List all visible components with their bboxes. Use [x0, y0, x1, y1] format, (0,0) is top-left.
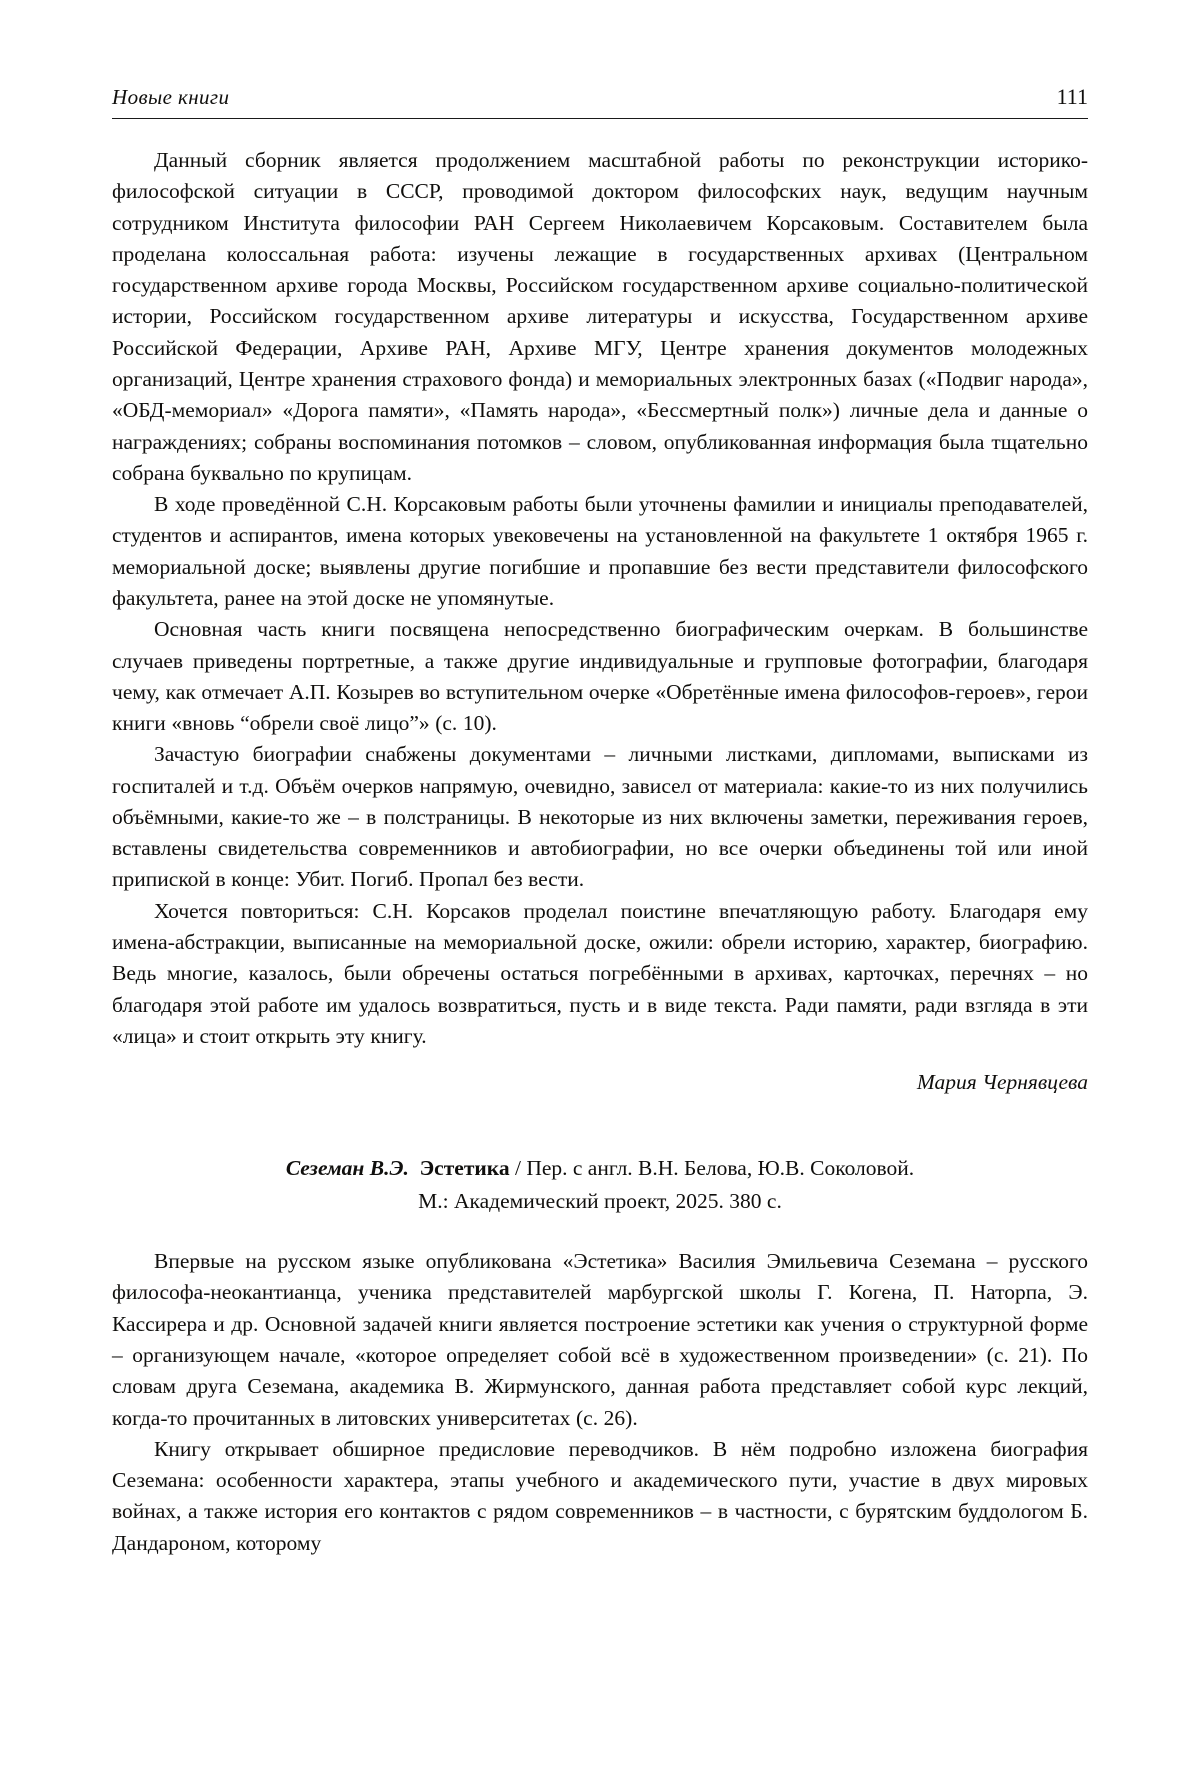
- paragraph: Данный сборник является продолжением масштабной работы по реконструкции историко-философской ситуации в СССР, проводимой доктором философских наук, ведущим научным сотрудником Института философии РАН Сергеем Николаевичем Корсаковым. Составителем была проделана колоссальная работа: изучены лежащие в государственных архивах (Центральном государственном архиве города Москвы, Российском государственном архиве социально-политической истории, Российском государственном архиве литературы и искусства, Государственном архиве Российской Федерации, Архиве РАН, Архиве МГУ, Центре хранения документов молодежных организаций, Центре хранения страхового фонда) и мемориальных электронных базах («Подвиг народа», «ОБД-мемориал» «Дорога памяти», «Память народа», «Бессмертный полк») личные дела и данные о награждениях; собраны воспоминания потомков – словом, опубликованная информация была тщательно собрана буквально по крупицам.: [112, 148, 1088, 485]
- review-signature: Мария Чернявцева: [916, 1070, 1088, 1095]
- book-title: Эстетика: [419, 1156, 510, 1181]
- paragraph: В ходе проведённой С.Н. Корсаковым работы были уточнены фамилии и инициалы преподавателей, студентов и аспирантов, имена которых увековечены на установленной на факультете 1 октября 1965 г. мемориальной доске; выявлены другие погибшие и пропавшие без вести представители философского факультета, ранее на этой доске не упомянутые.: [112, 492, 1088, 610]
- review-article-one: [112, 145, 1088, 1095]
- book-reference-heading: [112, 1153, 1088, 1216]
- running-head: [112, 84, 1088, 119]
- book-translators: / Пер. с англ. В.Н. Белова, Ю.В. Соколовой.: [509, 1156, 915, 1181]
- review-article-two: [112, 1246, 1088, 1559]
- paragraph: Хочется повториться: С.Н. Корсаков проделал поистине впечатляющую работу. Благодаря ему имена-абстракции, выписанные на мемориальной доске, ожили: обрели историю, характер, биографию. Ведь многие, казалось, были обречены остаться погребёнными в архивах, карточках, перечнях – но благодаря этой работе им удалось возвратиться, пусть и в виде текста. Ради памяти, ради взгляда в эти «лица» и стоит открыть эту книгу.: [112, 898, 1088, 1048]
- paragraph: Зачастую биографии снабжены документами – личными листками, дипломами, выписками из госпиталей и т.д. Объём очерков напрямую, очевидно, зависел от материала: какие-то из них получились объёмными, какие-то же – в полстраницы. В некоторые из них включены заметки, переживания героев, вставлены свидетельства современников и автобиографии, но все очерки объединены той или иной припиской в конце: Убит. Погиб. Пропал без вести.: [112, 742, 1088, 892]
- paragraph: Основная часть книги посвящена непосредственно биографическим очеркам. В большинстве случаев приведены портретные, а также другие индивидуальные и групповые фотографии, благодаря чему, как отмечает А.П. Козырев во вступительном очерке «Обретённые имена философов-героев», герои книги «вновь “обрели своё лицо”» (с. 10).: [112, 617, 1088, 736]
- spacer: [112, 1216, 1088, 1246]
- page-number: 111: [1056, 84, 1088, 109]
- paragraph: Впервые на русском языке опубликована «Эстетика» Василия Эмильевича Сеземана – русского философа-неокантианца, ученика представителей марбургской школы Г. Когена, П. Наторпа, Э. Кассирера и др. Основной задачей книги является построение эстетики как учения о структурной форме – организующем начале, «которое определяет собой всё в художественном произведении» (с. 21). По словам друга Сеземана, академика В. Жирмунского, данная работа представляет собой курс лекций, когда-то прочитанных в литовских университетах (с. 26).: [112, 1249, 1088, 1430]
- book-imprint: М.: Академический проект, 2025. 380 с.: [418, 1188, 782, 1213]
- running-head-title: Новые книги: [112, 85, 230, 109]
- paragraph: Книгу открывает обширное предисловие переводчиков. В нём подробно изложена биография Сеземана: особенности характера, этапы учебного и академического пути, участие в двух мировых войнах, а также история его контактов с рядом современников – в частности, с бурятским буддологом Б. Дандароном, которому: [112, 1436, 1088, 1555]
- book-author: Сеземан В.Э.: [285, 1156, 409, 1181]
